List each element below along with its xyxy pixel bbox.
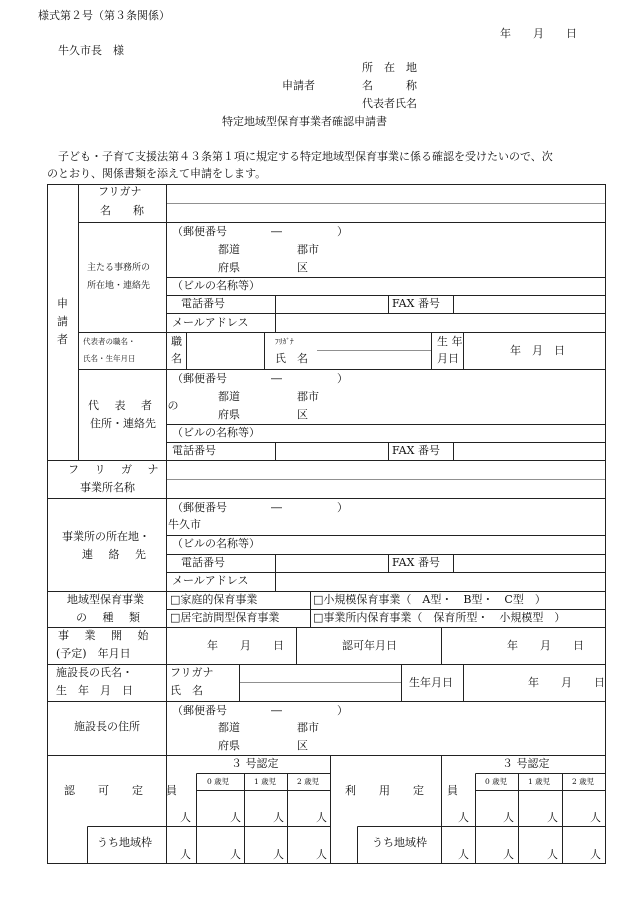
usage-local-total-unit: 人 xyxy=(458,848,469,861)
director-name-input[interactable] xyxy=(242,684,399,700)
usage-local-age2-unit: 人 xyxy=(590,848,601,861)
usage-age1-unit: 人 xyxy=(547,811,558,824)
office-phone-input[interactable] xyxy=(278,556,386,571)
main-office-postal: （郵便番号 ― ） xyxy=(172,225,348,238)
option-inhouse-daycare[interactable]: □事業所内保育事業（ 保育所型・ 小規模型 ） xyxy=(313,611,566,624)
office-name-label: 事業所名称 xyxy=(80,481,135,494)
rep-ku: 区 xyxy=(297,408,308,421)
rep-title-input[interactable] xyxy=(189,334,262,368)
capacity-age0-unit: 人 xyxy=(230,811,241,824)
rep-phone-label: 電話番号 xyxy=(172,444,216,457)
main-office-todo: 都道 xyxy=(218,243,240,256)
intro-line-1: 子ども・子育て支援法第４３条第１項に規定する特定地域型保育事業に係る確認を受けたいので、次 xyxy=(58,150,553,163)
office-furigana-input[interactable] xyxy=(170,462,602,478)
rep-sei-label: 生 年 xyxy=(437,335,463,348)
director-birth-label: 生年月日 xyxy=(409,676,453,689)
rep-building: （ビルの名称等） xyxy=(172,426,260,439)
office-address-label-1: 事業所の所在地・ xyxy=(62,530,150,543)
name-label: 名 称 xyxy=(362,79,417,92)
usage-age2: 2 歳児 xyxy=(572,777,595,786)
addressee: 牛久市長 様 xyxy=(58,44,124,57)
furigana-input[interactable] xyxy=(170,187,602,202)
usage-age2-unit: 人 xyxy=(590,811,601,824)
form-number: 様式第２号（第３条関係） xyxy=(38,9,170,22)
capacity-local-age2-unit: 人 xyxy=(316,848,327,861)
office-email-label: メールアドレス xyxy=(172,574,249,587)
rep-name-input[interactable] xyxy=(320,334,429,368)
office-postal: （郵便番号 ― ） xyxy=(172,501,348,514)
start-ymd: 年 月 日 xyxy=(207,639,284,652)
main-office-label-2: 所在地・連絡先 xyxy=(87,281,151,291)
form-title: 特定地域型保育事業者確認申請書 xyxy=(222,115,387,128)
rep-mei-label: 名 xyxy=(171,352,182,365)
main-office-phone-input[interactable] xyxy=(278,297,386,312)
rep-title-label-2: 氏名・生年月日 xyxy=(83,354,136,363)
director-furigana-input[interactable] xyxy=(242,666,399,681)
capacity-age0: 0 歳児 xyxy=(207,777,230,786)
director-furigana-label: フリガナ xyxy=(170,666,214,679)
approval-date-label: 認可年月日 xyxy=(342,639,397,652)
rep-postal: （郵便番号 ― ） xyxy=(172,372,348,385)
main-office-email-label: メールアドレス xyxy=(172,316,249,329)
usage-age1: 1 歳児 xyxy=(528,777,551,786)
director-name-label: 氏 名 xyxy=(170,684,203,697)
usage-age0: 0 歳児 xyxy=(485,777,508,786)
main-office-label-1: 主たる事務所の xyxy=(87,263,151,273)
usage-local-age0-unit: 人 xyxy=(503,848,514,861)
capacity-local-quota-label: うち地域枠 xyxy=(97,836,152,849)
office-city: 牛久市 xyxy=(168,518,201,531)
director-fuken: 府県 xyxy=(218,739,240,752)
rep-gappi-label: 月日 xyxy=(437,352,459,365)
office-email-input[interactable] xyxy=(278,574,602,590)
director-address-label: 施設長の住所 xyxy=(74,720,140,733)
capacity-type3-label: ３ 号認定 xyxy=(231,757,279,770)
capacity-local-age0-unit: 人 xyxy=(230,848,241,861)
start-label-2: (予定) 年月日 xyxy=(56,647,131,660)
rep-name-label: 代表者氏名 xyxy=(362,97,417,110)
capacity-age1-unit: 人 xyxy=(273,811,284,824)
capacity-total-unit: 人 xyxy=(180,811,191,824)
main-office-ku: 区 xyxy=(297,261,308,274)
capacity-age1: 1 歳児 xyxy=(254,777,277,786)
capacity-age2-unit: 人 xyxy=(316,811,327,824)
main-office-email-input[interactable] xyxy=(278,315,602,331)
option-home-daycare[interactable]: □家庭的保育事業 xyxy=(170,593,258,606)
office-fax-input[interactable] xyxy=(456,556,602,571)
main-office-fax-label: FAX 番号 xyxy=(392,297,440,310)
director-label-2: 生 年 月 日 xyxy=(56,684,133,697)
rep-shimei-label: 氏 名 xyxy=(275,352,308,365)
corp-name-label: 名 称 xyxy=(100,204,144,217)
usage-local-quota-label: うち地域枠 xyxy=(372,836,427,849)
office-phone-label: 電話番号 xyxy=(181,556,225,569)
option-visit-daycare[interactable]: □居宅訪問型保育事業 xyxy=(170,611,280,624)
main-office-gunshi: 郡市 xyxy=(297,243,319,256)
intro-line-2: のとおり、関係書類を添えて申請をします。 xyxy=(47,167,267,180)
start-label-1: 事 業 開 始 xyxy=(58,629,155,642)
rep-shoku-label: 職 xyxy=(171,335,182,348)
main-office-fax-input[interactable] xyxy=(456,297,602,312)
rep-fuken: 府県 xyxy=(218,408,240,421)
capacity-local-age1-unit: 人 xyxy=(273,848,284,861)
rep-gunshi: 郡市 xyxy=(297,390,319,403)
main-office-fuken: 府県 xyxy=(218,261,240,274)
capacity-age2: 2 歳児 xyxy=(297,777,320,786)
biz-type-label-2: の 種 類 xyxy=(76,611,146,624)
office-building: （ビルの名称等） xyxy=(172,537,260,550)
main-office-building: （ビルの名称等） xyxy=(172,279,260,292)
capacity-local-total-unit: 人 xyxy=(180,848,191,861)
corp-name-input[interactable] xyxy=(170,205,602,221)
office-furigana-label: フ リ ガ ナ xyxy=(68,463,165,476)
rep-todo: 都道 xyxy=(218,390,240,403)
option-small-daycare[interactable]: □小規模保育事業（ A型・ B型・ C型 ） xyxy=(313,593,546,606)
rep-fax-input[interactable] xyxy=(456,444,602,459)
biz-type-label-1: 地域型保育事業 xyxy=(67,593,144,606)
usage-local-age1-unit: 人 xyxy=(547,848,558,861)
usage-capacity-label: 利 用 定 員 xyxy=(345,784,464,797)
approval-ymd: 年 月 日 xyxy=(507,639,584,652)
director-label-1: 施設長の氏名・ xyxy=(56,666,133,679)
rep-address-label-2: 住所・連絡先 xyxy=(90,417,156,430)
director-todo: 都道 xyxy=(218,721,240,734)
location-label: 所 在 地 xyxy=(362,61,417,74)
director-gunshi: 郡市 xyxy=(297,721,319,734)
director-ku: 区 xyxy=(297,739,308,752)
office-fax-label: FAX 番号 xyxy=(392,556,440,569)
usage-age0-unit: 人 xyxy=(503,811,514,824)
rep-phone-input[interactable] xyxy=(278,444,386,459)
office-name-input[interactable] xyxy=(170,481,602,497)
approved-capacity-label: 認 可 定 員 xyxy=(64,784,183,797)
rep-furigana-label: ﾌﾘｶﾞﾅ xyxy=(275,337,294,346)
rep-fax-label: FAX 番号 xyxy=(392,444,440,457)
office-address-label-2: 連 絡 先 xyxy=(82,548,152,561)
applicant-label: 申請者 xyxy=(282,79,315,92)
usage-type3-label: ３ 号認定 xyxy=(502,757,550,770)
rep-title-label-1: 代表者の職名・ xyxy=(83,337,136,346)
applicant-vertical-label: 申請者 xyxy=(57,297,68,346)
usage-total-unit: 人 xyxy=(458,811,469,824)
date-line: 年 月 日 xyxy=(500,27,577,40)
director-postal: （郵便番号 ― ） xyxy=(172,704,348,717)
rep-address-label-1: 代 表 者 の xyxy=(88,399,185,412)
rep-birth-ymd: 年 月 日 xyxy=(510,344,565,357)
main-office-phone-label: 電話番号 xyxy=(181,297,225,310)
director-birth-ymd: 年 月 日 xyxy=(528,676,605,689)
furigana-label: フリガナ xyxy=(98,185,142,198)
